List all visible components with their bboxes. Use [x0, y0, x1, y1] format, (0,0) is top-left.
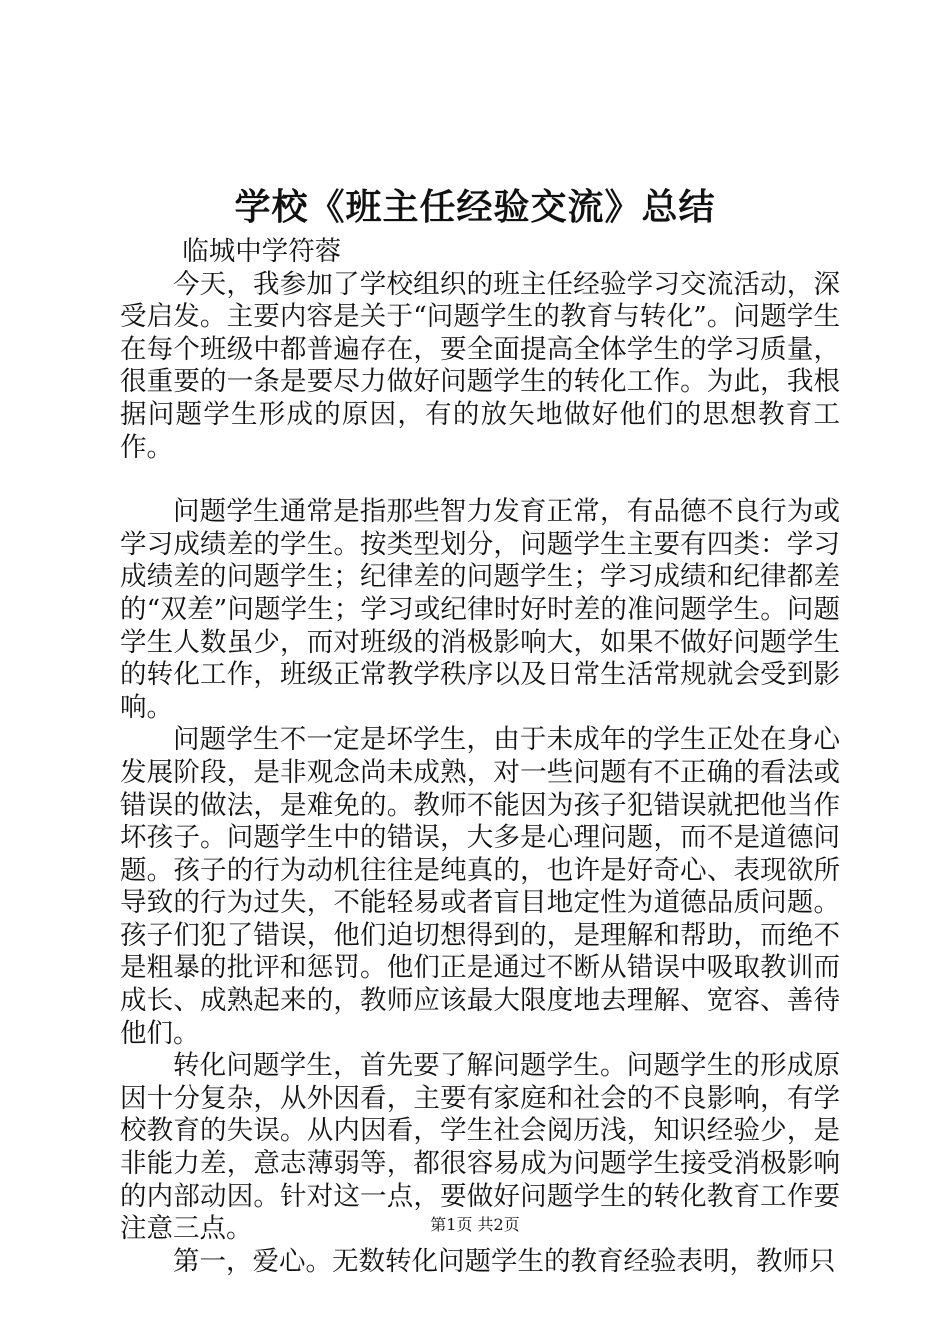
- paragraph-3: 问题学生不一定是坏学生，由于未成年的学生正处在身心发展阶段，是非观念尚未成熟，对一些问题有不正确的看法或错误的做法，是难免的。教师不能因为孩子犯错误就把他当作坏孩子。问题学生中的错误，大多是心理问题，而不是道德问题。孩子的行为动机往往是纯真的，也许是好奇心、表现欲所导致的行为过失，不能轻易或者盲目地定性为道德品质问题。孩子们犯了错误，他们迫切想得到的，是理解和帮助，而绝不是粗暴的批评和惩罚。他们正是通过不断从错误中吸取教训而成长、成熟起来的，教师应该最大限度地去理解、宽容、善待他们。: [120, 724, 840, 1049]
- paragraph-2: 问题学生通常是指那些智力发育正常，有品德不良行为或学习成绩差的学生。按类型划分，问题学生主要有四类：学习成绩差的问题学生；纪律差的问题学生；学习成绩和纪律都差的“双差”问题学生；学习或纪律时好时差的准问题学生。问题学生人数虽少，而对班级的消极影响大，如果不做好问题学生的转化工作，班级正常教学秩序以及日常生活常规就会受到影响。: [120, 496, 840, 723]
- page-footer: 第1页 共2页: [430, 1215, 520, 1234]
- paragraph-5: 第一，爱心。无数转化问题学生的教育经验表明，教师只: [173, 1245, 836, 1277]
- document-body: [120, 236, 840, 1278]
- document-title: 学校《班主任经验交流》总结: [234, 187, 716, 228]
- paragraph-1: 今天，我参加了学校组织的班主任经验学习交流活动，深受启发。主要内容是关于“问题学生的教育与转化”。问题学生在每个班级中都普遍存在，要全面提高全体学生的学习质量，很重要的一条是要尽力做好问题学生的转化工作。为此，我根据问题学生形成的原因，有的放矢地做好他们的思想教育工作。: [120, 268, 840, 463]
- paragraph-4: 转化问题学生，首先要了解问题学生。问题学生的形成原因十分复杂，从外因看，主要有家庭和社会的不良影响，有学校教育的失误。从内因看，学生社会阅历浅，知识经验少，是非能力差，意志薄弱等，都很容易成为问题学生接受消极影响的内部动因。针对这一点，要做好问题学生的转化教育工作要注意三点。: [120, 1050, 840, 1245]
- author-line: 临城中学符蓉: [182, 236, 342, 267]
